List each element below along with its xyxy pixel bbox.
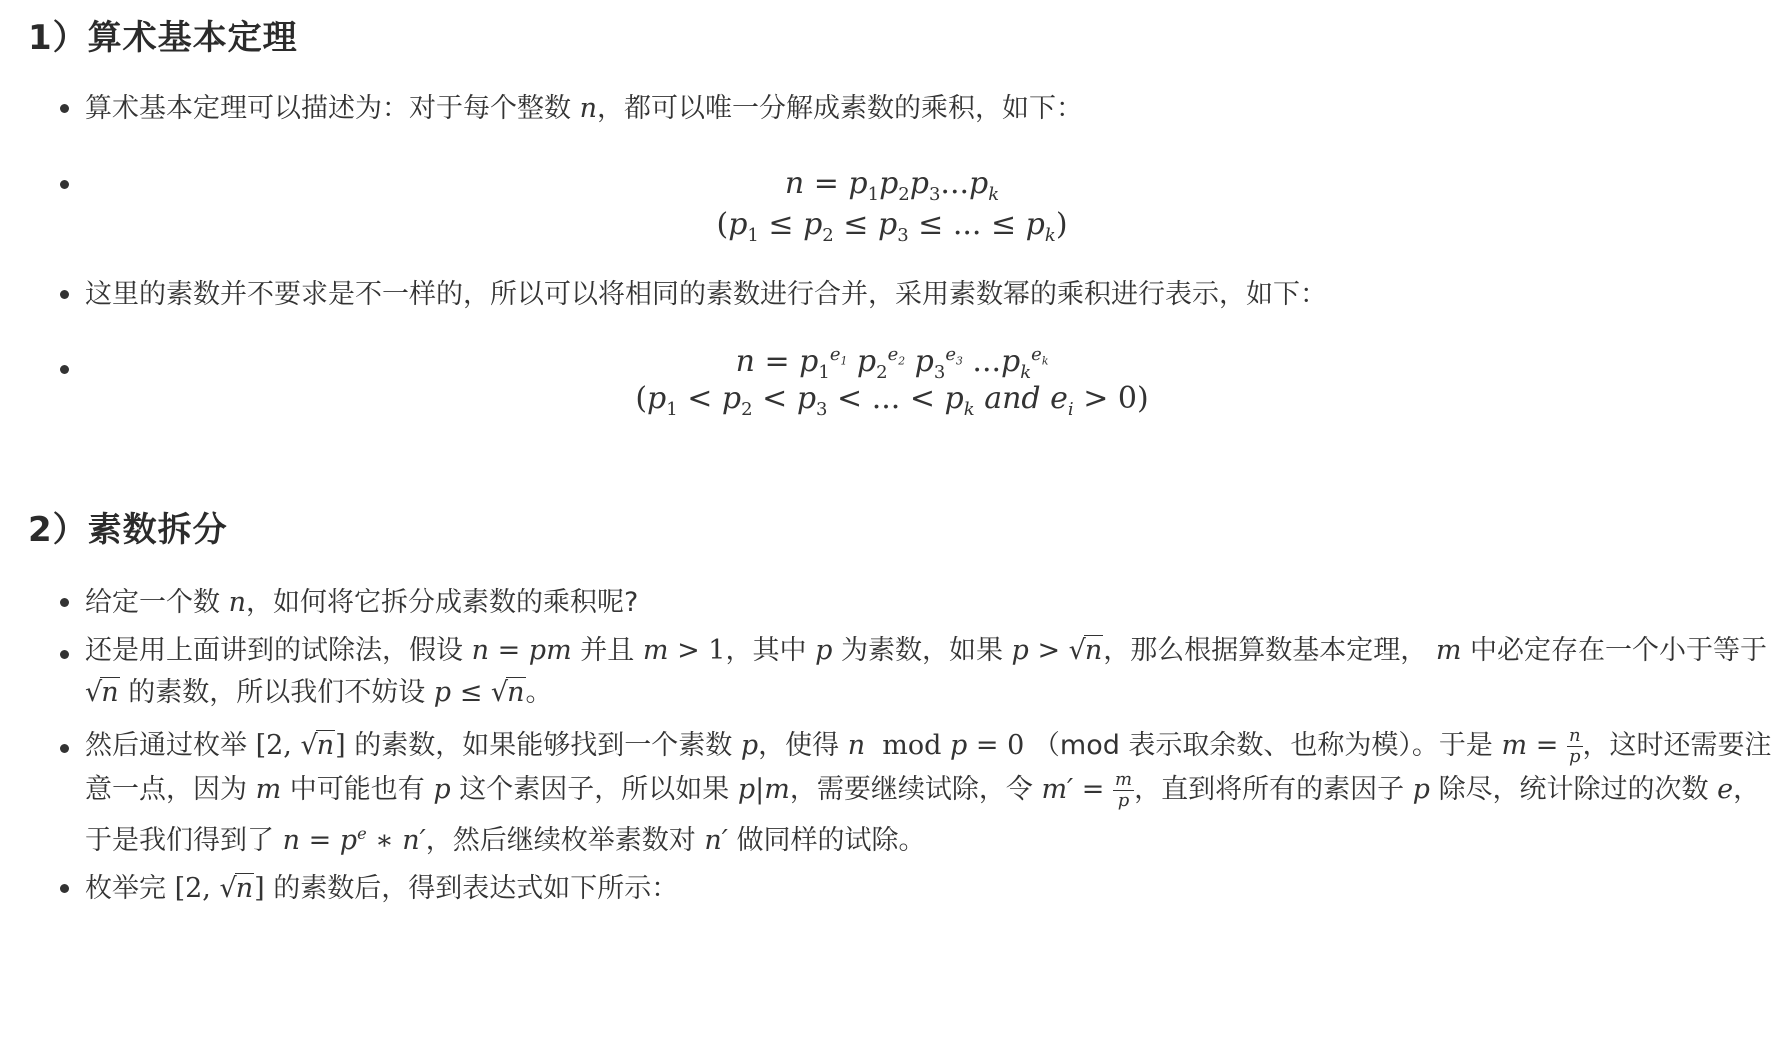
- math-inline: p|m: [737, 774, 790, 805]
- math-inline: p: [1011, 635, 1029, 666]
- list-item: [60, 578, 1764, 627]
- list-item: [60, 270, 1764, 319]
- math-inline: m′: [1041, 774, 1074, 805]
- item-text: 为素数，如果: [840, 635, 1003, 666]
- item-text: ，于是我们得到了: [85, 774, 1761, 856]
- item-text: ，然后继续枚举素数对: [425, 825, 696, 856]
- item-text: 给定一个数: [85, 587, 220, 618]
- item-text: 中可能也有: [289, 774, 425, 805]
- math-inline: p: [433, 774, 451, 805]
- math-inline: n: [579, 93, 597, 124]
- bullet-icon: [60, 104, 69, 113]
- math-inline: √n: [85, 677, 119, 708]
- item-text: 。: [525, 677, 553, 708]
- item-text: 的素数，如果能够找到一个素数: [354, 730, 733, 761]
- math-inline: n: [282, 825, 300, 856]
- list-item: 然后通过枚举 [2, √n] 的素数，如果能够找到一个素数 p，使得 n mod p = 0 （mod 表示取余数、也称为模）。于是 m = $\frac{n}{p}$ ，这时还需要注意一点，因为 m 中可能也有 p 这个素因子，所以如果 p|m，需要继续试除，令 m′ = $\frac{m}{p}$ ，直到将所有的素因子 p 除尽，统计除过的次数 e，于是我们得到了 $n = p^e$ ∗ n′，然后继续枚举素数对 n′ 做同样的试除。: [60, 724, 1764, 863]
- item-text: ，那么根据算数基本定理，: [1103, 635, 1428, 666]
- item-text: ，如何将它拆分成素数的乘积呢?: [245, 587, 639, 618]
- math-inline: p: [1412, 774, 1430, 805]
- display-formula-2: [0, 344, 1784, 420]
- item-text: 除尽，统计除过的次数: [1438, 774, 1709, 805]
- section-heading-2: 2）素数拆分: [28, 510, 228, 550]
- item-text: ，这时还需要注意一点，因为: [85, 730, 1772, 805]
- math-inline: p: [740, 730, 759, 761]
- item-text: 算术基本定理可以描述为：对于每个整数: [85, 93, 571, 124]
- item-text: ，其中: [725, 635, 807, 666]
- item-text: 这里的素数并不要求是不一样的，所以可以将相同的素数进行合并，采用素数幂的乘积进行表示，如下：: [85, 279, 1327, 310]
- item-text: 这个素因子，所以如果: [459, 774, 730, 805]
- math-inline: [2, √n]: [255, 730, 346, 761]
- fraction: $\frac{m}{p}$: [1115, 769, 1133, 811]
- math-inline: p: [433, 677, 452, 708]
- math-inline: p: [815, 635, 833, 666]
- item-text: ，都可以唯一分解成素数的乘积，如下：: [596, 93, 1083, 124]
- bullet-icon: [60, 884, 69, 893]
- item-text: 并且: [580, 635, 635, 666]
- math-inline: n: [471, 635, 489, 666]
- bullet-icon: [60, 290, 69, 299]
- math-inline: m: [1501, 730, 1528, 761]
- math-inline: [2, √n]: [174, 873, 265, 904]
- item-text: 做同样的试除。: [736, 825, 926, 856]
- fraction: $\frac{n}{p}$: [1568, 725, 1581, 767]
- item-text: ，使得: [758, 730, 840, 761]
- item-text: 还是用上面讲到的试除法，假设: [85, 635, 463, 666]
- bullet-icon: [60, 650, 69, 659]
- list-item: [60, 864, 1764, 913]
- section-heading-1: 1）算术基本定理: [28, 18, 298, 58]
- formula-line: ($p_1 < p_2 < p_3$ < ... < $p_k$ and $e_i > 0$): [635, 381, 1149, 420]
- formula-line: $n = p_1p_2p_3...p_k$: [784, 166, 1000, 205]
- item-text: 的素数后，得到表达式如下所示：: [273, 873, 679, 904]
- display-formula-1: [0, 166, 1784, 246]
- item-text: ，直到将所有的素因子: [1134, 774, 1405, 805]
- list-item: [60, 84, 1764, 133]
- formula-line: $n = p_1^{e_1}$ $p_2^{e_2}$ $p_3^{e_3}$ $...p_k^{e_k}$: [735, 344, 1049, 383]
- formula-line: ($p_1 \le p_2 \le p_3$ ≤ ... ≤ $p_k$): [716, 207, 1068, 246]
- math-inline: m: [255, 774, 282, 805]
- math-inline: n: [847, 730, 866, 761]
- bullet-icon: [60, 598, 69, 607]
- item-text: 枚举完: [85, 873, 166, 904]
- item-text: 的素数，所以我们不妨设: [128, 677, 426, 708]
- item-text: （mod 表示取余数、也称为模）。于是: [1032, 730, 1493, 761]
- math-inline: n: [228, 587, 246, 618]
- item-text: ，需要继续试除，令: [789, 774, 1033, 805]
- math-inline: m: [1435, 635, 1462, 666]
- list-item: 还是用上面讲到的试除法，假设 n = pm 并且 m > 1，其中 p 为素数，如果 p > √n，那么根据算数基本定理， m 中必定存在一个小于等于 √n 的素数，所以我们不妨设 p ≤ √n。: [60, 630, 1764, 714]
- math-inline: m: [642, 635, 669, 666]
- item-text: 中必定存在一个小于等于: [1470, 635, 1768, 666]
- item-text: 然后通过枚举: [85, 730, 247, 761]
- math-inline: n′: [704, 825, 728, 856]
- bullet-icon: [60, 744, 69, 753]
- math-inline: e: [1717, 774, 1734, 805]
